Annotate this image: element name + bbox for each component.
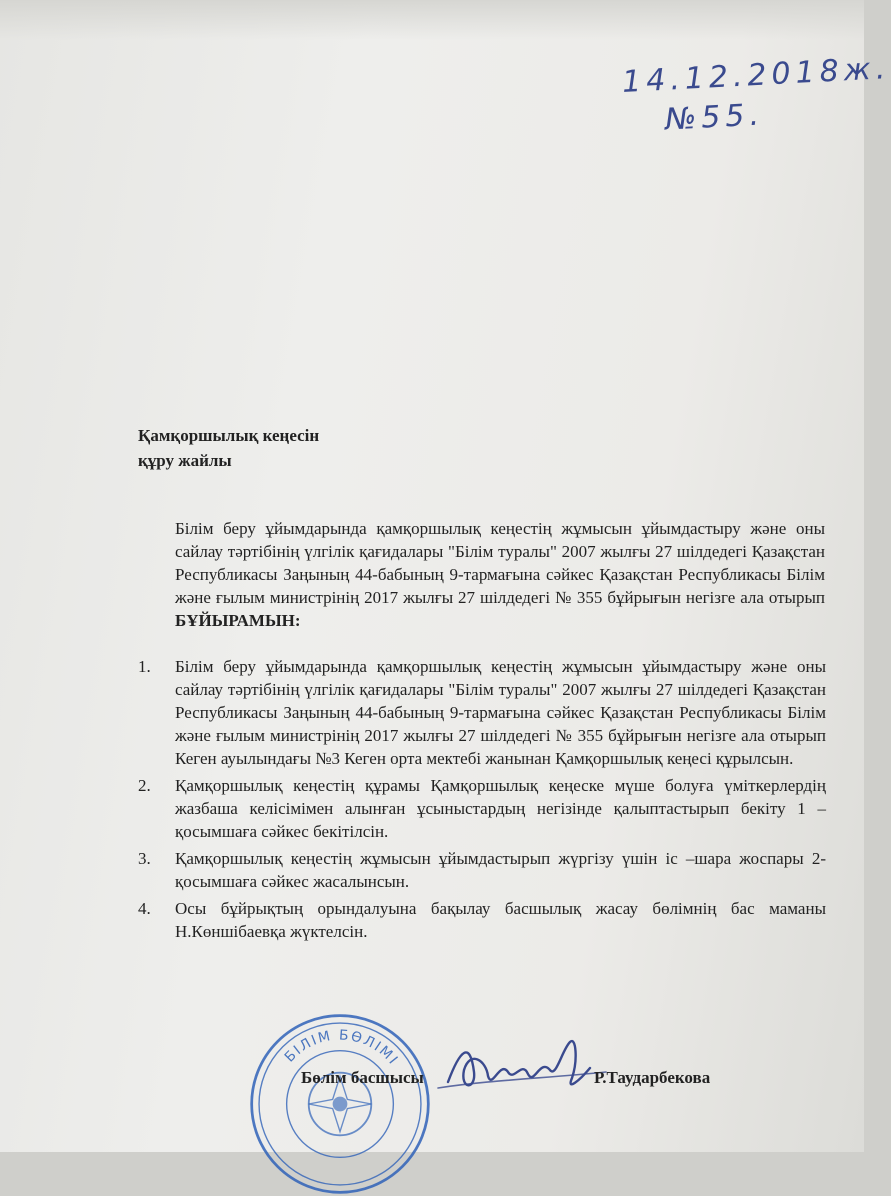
signatory-title: Бөлім басшысы xyxy=(301,1068,424,1087)
item-text: Қамқоршылық кеңестің құрамы Қамқоршылық кеңеске мүше болуға үміткерлердің жазбаша келісімімен алынған ұсыныстардың негізінде қалыптастырып бекіту 1 –қосымшаға сәйкес бекітілсін. xyxy=(175,776,826,841)
title-line-1: Қамқоршылық кеңесін xyxy=(138,426,320,445)
list-item xyxy=(138,655,826,770)
intro-text: Білім беру ұйымдарында қамқоршылық кеңестің жұмысын ұйымдастыру және оны сайлау тәртібінің үлгілік қағидалары "Білім туралы" 2007 жылғы 27 шілдедегі Қазақстан Республикасы Заңының 44-бабының 9-тармағына сәйкес Қазақстан Республикасы Білім және ғылым министрінің 2017 жылғы 27 шілдедегі № 355 бұйрығын негізге ала отырып xyxy=(175,519,825,607)
stamp-text: БІЛІМ БӨЛІМІ xyxy=(281,1027,402,1069)
item-text: Қамқоршылық кеңестің жұмысын ұйымдастырып жүргізу үшін іс –шара жоспары 2-қосымшаға сәйкес жасалынсын. xyxy=(175,849,826,891)
signatory-name: Р.Таударбекова xyxy=(594,1068,711,1087)
item-text: Білім беру ұйымдарында қамқоршылық кеңестің жұмысын ұйымдастыру және оны сайлау тәртібінің үлгілік қағидалары "Білім туралы" 2007 жылғы 27 шілдедегі Қазақстан Республикасы Заңының 44-бабының 9-тармағына сәйкес Қазақстан Республикасы Білім және ғылым министрінің 2017 жылғы 27 шілдедегі № 355 бұйрығын негізге ала отырып Кеген ауылындағы №3 Кеген орта мектебі жанынан Қамқоршылық кеңесі құрылсын. xyxy=(175,657,826,768)
handwritten-signature xyxy=(430,1020,620,1110)
list-item xyxy=(138,897,826,943)
official-seal xyxy=(248,1012,432,1196)
handwritten-number: №55. xyxy=(664,97,765,138)
document-title xyxy=(138,423,319,473)
item-number: 2. xyxy=(138,776,151,795)
item-number: 3. xyxy=(138,849,151,868)
order-word: БҰЙЫРАМЫН: xyxy=(175,611,301,630)
item-number: 4. xyxy=(138,899,151,918)
item-text: Осы бұйрықтың орындалуына бақылау басшылық жасау бөлімнің бас маманы Н.Көншібаевқа жүктелсін. xyxy=(175,899,826,941)
handwritten-date: 14.12.2018ж. xyxy=(621,51,891,100)
title-line-2: құру жайлы xyxy=(138,451,232,470)
item-number: 1. xyxy=(138,657,151,676)
intro-paragraph xyxy=(175,517,825,632)
order-items-list xyxy=(138,655,826,947)
list-item xyxy=(138,847,826,893)
list-item xyxy=(138,774,826,843)
